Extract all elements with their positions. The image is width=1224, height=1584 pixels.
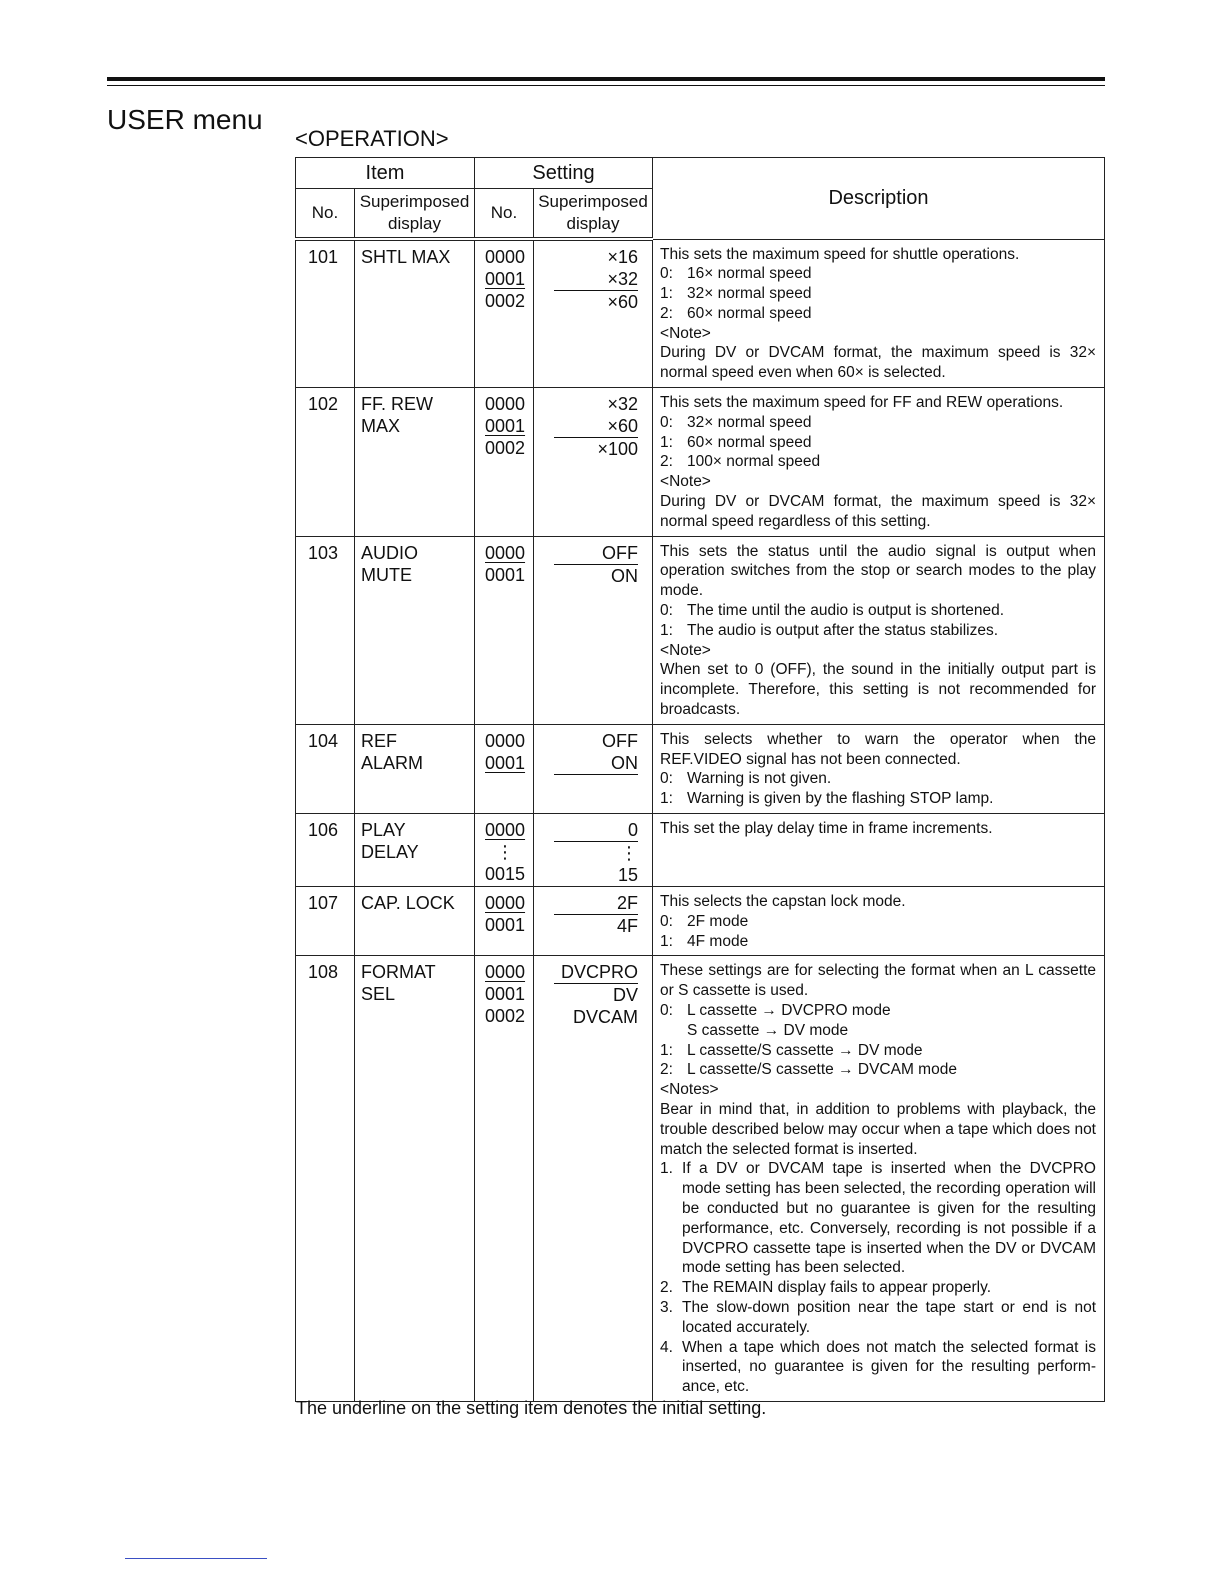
table-row [296, 814, 1105, 887]
setting-no: ⋮ [496, 842, 514, 863]
setting-no: 0002 [485, 291, 526, 311]
option-line [660, 789, 1096, 809]
description-text: <Notes> [660, 1081, 719, 1099]
option-key: 1: [660, 1041, 673, 1059]
subtitle: <OPERATION> [295, 126, 449, 151]
option-key: 0: [660, 912, 673, 930]
option-line [660, 433, 1096, 453]
row-item: PLAY DELAY [355, 814, 475, 887]
header-item-no: No. [296, 189, 355, 240]
description-text: <Note> [660, 641, 711, 659]
row-no: 103 [296, 536, 355, 724]
option-key: 0: [660, 602, 673, 620]
description-text: During DV or DVCAM format, the maximum speed is 32× normal speed regardless of this setting. [660, 493, 1096, 530]
setting-display: DV [613, 985, 639, 1006]
row-description [653, 536, 1105, 724]
setting-display-cell [534, 814, 653, 887]
setting-no: 0000 [485, 730, 526, 751]
row-no: 107 [296, 887, 355, 956]
header-item: Item [296, 158, 475, 189]
description-text: During DV or DVCAM format, the maximum speed is 32× normal speed even when 60× is selected. [660, 344, 1096, 382]
setting-no: 0015 [485, 864, 526, 885]
option-line [660, 452, 1096, 472]
numbered-note [660, 1278, 1096, 1298]
header-item-display: Superimposed display [355, 189, 475, 240]
top-rule-thick [107, 77, 1105, 81]
option-text: 32× normal speed [687, 413, 812, 431]
setting-no: 0000 [485, 962, 526, 983]
header-setting-no: No. [475, 189, 534, 240]
row-description [653, 724, 1105, 813]
table-row [296, 536, 1105, 724]
description-text: Bear in mind that, in addition to problems with playback, the trouble described below may occur when a tape which does not match the selected format is inserted. [660, 1100, 1096, 1158]
option-line [660, 1041, 1096, 1061]
option-key: 0: [660, 413, 673, 431]
row-description [653, 956, 1105, 1402]
option-line [660, 1060, 1096, 1080]
option-key: 2: [660, 304, 673, 322]
option-line [660, 912, 1096, 932]
setting-no: 0001 [485, 984, 526, 1005]
row-item: REF ALARM [355, 724, 475, 813]
option-text: When a tape which does not match the selected format is inserted, no guarantee is given for the resulting perform-ance, etc. [682, 1338, 1096, 1396]
option-key: 4. [660, 1338, 673, 1356]
description-text: <Note> [660, 473, 711, 491]
setting-display-cell [534, 388, 653, 537]
option-line [660, 769, 1096, 789]
table-row [296, 239, 1105, 388]
setting-no: 0000 [485, 542, 526, 563]
setting-display: ⋮ [620, 843, 639, 864]
description-text: This sets the maximum speed for FF and REW operations. [660, 394, 1064, 412]
setting-no: 0002 [485, 438, 526, 459]
setting-no-cell [475, 239, 534, 388]
option-line [660, 264, 1096, 284]
setting-no-cell [475, 814, 534, 887]
header-setting: Setting [475, 158, 653, 189]
numbered-note [660, 1298, 1096, 1338]
option-key: 0: [660, 1002, 673, 1019]
option-text: Warning is not given. [687, 770, 832, 788]
description-text: This sets the maximum speed for shuttle operations. [660, 245, 1020, 263]
setting-display: ON [611, 565, 639, 586]
setting-display: ×32 [607, 394, 639, 415]
setting-display: 4F [617, 916, 639, 937]
setting-display-cell [534, 956, 653, 1402]
row-no: 102 [296, 388, 355, 537]
setting-no-cell [475, 388, 534, 537]
table-row [296, 887, 1105, 956]
option-text: The time until the audio is output is shortened. [687, 602, 1005, 620]
setting-display: ×100 [597, 439, 639, 460]
description-text: <Note> [660, 324, 711, 342]
description-text: This selects whether to warn the operator when the REF.VIDEO signal has not been connected. [660, 730, 1096, 768]
setting-display: ON [554, 752, 638, 775]
option-key: 1: [660, 932, 673, 950]
setting-no-cell [475, 536, 534, 724]
setting-display: 0 [554, 819, 638, 842]
option-text: 16× normal speed [687, 265, 812, 283]
option-text: 4F mode [687, 932, 749, 950]
setting-no: 0001 [485, 752, 526, 773]
option-key: 1: [660, 433, 673, 451]
numbered-note [660, 1159, 1096, 1278]
footnote: The underline on the setting item denotes the initial setting. [296, 1398, 767, 1418]
option-text: 100× normal speed [687, 453, 821, 471]
setting-display: OFF [602, 730, 639, 751]
setting-display: ×60 [554, 415, 638, 438]
setting-display-cell [534, 724, 653, 813]
option-text: 2F mode [687, 912, 749, 930]
option-text: L cassette → DVCPRO mode S cassette → DV mode [687, 1002, 891, 1039]
header-description: Description [653, 158, 1105, 240]
table-row [296, 724, 1105, 813]
row-description [653, 887, 1105, 956]
option-text: L cassette/S cassette → DVCAM mode [687, 1061, 957, 1079]
setting-no: 0001 [485, 564, 526, 585]
setting-no-cell [475, 887, 534, 956]
setting-display: ×32 [554, 268, 638, 291]
row-no: 106 [296, 814, 355, 887]
description-text: This sets the status until the audio signal is output when operation switches from the stop or search modes to the play mode. [660, 542, 1096, 600]
setting-display: DVCAM [573, 1007, 639, 1028]
row-item: CAP. LOCK [355, 887, 475, 956]
setting-no: 0000 [485, 893, 526, 914]
option-line [660, 601, 1096, 621]
setting-no: 0000 [485, 820, 526, 841]
option-line [660, 932, 1096, 952]
description-text: This selects the capstan lock mode. [660, 893, 906, 911]
setting-no: 0000 [485, 247, 526, 267]
option-line [660, 304, 1096, 324]
option-line [660, 1001, 1096, 1041]
option-key: 0: [660, 265, 673, 283]
setting-display: 2F [554, 892, 638, 915]
option-text: If a DV or DVCAM tape is inserted when the DVCPRO mode setting has been selected, the recording operation will be conducted but no guarantee is given for the resulting performance, etc. Conversely, recording is not possible if a DVCPRO cassette tape is inserted when the DV or DVCAM mode setting has been selected. [682, 1160, 1096, 1277]
row-item: SHTL MAX [355, 239, 475, 388]
setting-no: 0001 [485, 269, 526, 289]
row-item: FF. REW MAX [355, 388, 475, 537]
option-text: The slow-down position near the tape start or end is not located accurately. [682, 1298, 1096, 1336]
option-text: Warning is given by the flashing STOP lamp. [687, 790, 994, 808]
setting-display: OFF [554, 542, 638, 565]
setting-no-cell [475, 724, 534, 813]
option-text: 60× normal speed [687, 304, 812, 322]
setting-no: 0001 [485, 915, 526, 936]
option-text: 60× normal speed [687, 433, 812, 451]
option-key: 2: [660, 1061, 673, 1079]
option-key: 0: [660, 770, 673, 788]
setting-display: DVCPRO [554, 961, 638, 984]
setting-no-cell [475, 956, 534, 1402]
row-no: 104 [296, 724, 355, 813]
row-description [653, 388, 1105, 537]
option-key: 2. [660, 1279, 673, 1297]
section-title: USER menu [107, 104, 263, 135]
row-no: 101 [296, 239, 355, 388]
option-text: The REMAIN display fails to appear properly. [682, 1279, 992, 1297]
option-line [660, 284, 1096, 304]
option-key: 1: [660, 285, 673, 303]
description-text: These settings are for selecting the format when an L cassette or S cassette is used. [660, 962, 1096, 1000]
setting-display: ×60 [607, 292, 639, 312]
row-no: 108 [296, 956, 355, 1402]
header-setting-display: Superimposed display [534, 189, 653, 240]
setting-no: 0001 [485, 416, 526, 437]
table-row [296, 956, 1105, 1402]
option-key: 3. [660, 1298, 673, 1316]
bottom-link-line [125, 1558, 267, 1559]
option-key: 2: [660, 453, 673, 471]
setting-display: ×16 [607, 247, 639, 267]
setting-display-cell [534, 887, 653, 956]
setting-display-cell [534, 536, 653, 724]
option-key: 1: [660, 621, 673, 639]
option-key: 1. [660, 1160, 673, 1178]
operation-table [295, 157, 1105, 1402]
setting-display: 15 [617, 865, 639, 886]
table-row [296, 388, 1105, 537]
option-text: 32× normal speed [687, 285, 812, 303]
row-item: FORMAT SEL [355, 956, 475, 1402]
option-text: The audio is output after the status stabilizes. [687, 621, 999, 639]
table-body [296, 239, 1105, 1401]
setting-display-cell [534, 239, 653, 388]
description-text: When set to 0 (OFF), the sound in the initially output part is incomplete. Therefore, this setting is not recommended for broadcasts. [660, 661, 1096, 719]
description-text: This set the play delay time in frame increments. [660, 820, 993, 838]
row-description [653, 814, 1105, 887]
setting-no: 0000 [485, 394, 526, 415]
option-line [660, 413, 1096, 433]
option-text: L cassette/S cassette → DV mode [687, 1041, 923, 1059]
option-line [660, 621, 1096, 641]
option-key: 1: [660, 790, 673, 808]
top-rule-thin [107, 85, 1105, 86]
setting-no: 0002 [485, 1006, 526, 1027]
row-description [653, 239, 1105, 388]
numbered-note [660, 1338, 1096, 1397]
row-item: AUDIO MUTE [355, 536, 475, 724]
